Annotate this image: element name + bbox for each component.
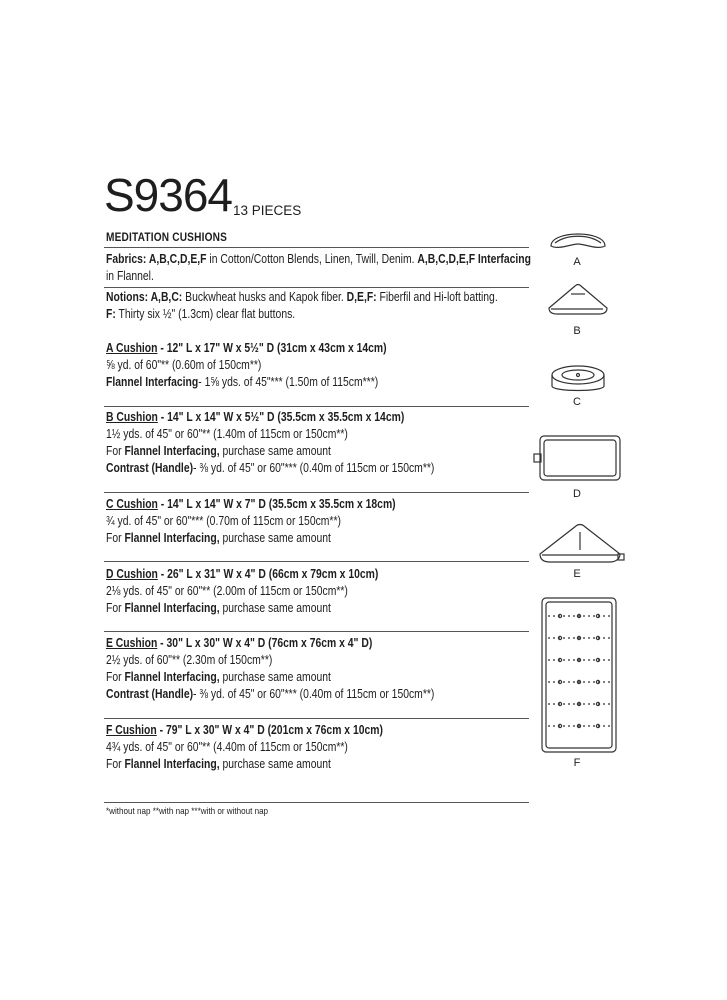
footnote: *without nap **with nap ***with or without nap [106, 806, 269, 817]
cushion-b-section [106, 409, 521, 477]
cushion-b-interfacing-label: Flannel Interfacing, [124, 444, 220, 458]
pattern-number: S9364 [104, 169, 233, 221]
cushion-a-yardage: ⅝ yd. of 60"** (0.60m of 150cm**) [106, 358, 262, 372]
cushion-e-interfacing-label: Flannel Interfacing, [124, 670, 220, 684]
fabrics-interfacing: A,B,C,D,E,F Interfacing [417, 252, 531, 266]
cushion-a-interfacing-label: Flannel Interfacing [106, 375, 199, 389]
notions-views-def: D,E,F: [346, 290, 377, 304]
cushion-c-interfacing-label: Flannel Interfacing, [124, 531, 220, 545]
cushion-a-drawing [545, 222, 611, 256]
cushion-d-interfacing: purchase same amount [219, 601, 331, 615]
cushion-d-drawing [532, 432, 624, 486]
cushion-f-interfacing-label: Flannel Interfacing, [124, 757, 220, 771]
fabrics-text: in Cotton/Cotton Blends, Linen, Twill, Denim. [206, 252, 418, 266]
piece-count: 13 PIECES [233, 203, 302, 218]
cushion-d-interfacing-label: Flannel Interfacing, [124, 601, 220, 615]
cushion-e-contrast: - ⅜ yd. of 45" or 60"*** (0.40m of 115cm or 150cm**) [193, 687, 435, 701]
divider [104, 287, 529, 288]
figure-a-label: A [573, 256, 581, 268]
cushion-e-contrast-label: Contrast (Handle) [106, 687, 194, 701]
cushion-c-dims: - 14" L x 14" W x 7" D (35.5cm x 35.5cm x 18cm) [157, 497, 396, 511]
cushion-b-yardage: 1½ yds. of 45" or 60"** (1.40m of 115cm or 150cm**) [106, 427, 348, 441]
pattern-title: MEDITATION CUSHIONS [106, 232, 228, 244]
divider [104, 631, 529, 632]
cushion-f-drawing [538, 594, 620, 756]
cushion-e-name: E Cushion [106, 636, 158, 650]
cushion-d-yardage: 2⅛ yds. of 45" or 60"** (2.00m of 115cm or 150cm**) [106, 584, 348, 598]
cushion-b-name: B Cushion [106, 410, 158, 424]
cushion-f-section [106, 722, 521, 773]
divider [104, 802, 529, 803]
figure-b-label: B [573, 325, 581, 337]
cushion-b-for: For [106, 444, 125, 458]
cushion-c-drawing [545, 362, 611, 398]
cushion-e-drawing [534, 520, 626, 568]
cushion-c-interfacing: purchase same amount [219, 531, 331, 545]
fabrics-line2: in Flannel. [106, 269, 154, 283]
cushion-c-section [106, 496, 521, 547]
cushion-f-for: For [106, 757, 125, 771]
fabrics-section [106, 251, 531, 285]
cushion-f-interfacing: purchase same amount [219, 757, 331, 771]
notions-label: Notions: [106, 290, 149, 304]
cushion-b-contrast-label: Contrast (Handle) [106, 461, 194, 475]
notions-text-def: Fiberfil and Hi-loft batting. [376, 290, 498, 304]
fabrics-label: Fabrics: [106, 252, 147, 266]
figure-d-label: D [573, 488, 581, 500]
cushion-c-yardage: ¾ yd. of 45" or 60"*** (0.70m of 115cm or 150cm**) [106, 514, 341, 528]
notions-view-f: F: [106, 307, 116, 321]
cushion-d-name: D Cushion [106, 567, 158, 581]
cushion-f-dims: - 79" L x 30" W x 4" D (201cm x 76cm x 10cm) [156, 723, 383, 737]
cushion-c-for: For [106, 531, 125, 545]
cushion-f-name: F Cushion [106, 723, 157, 737]
cushion-e-section [106, 635, 521, 703]
cushion-a-name: A Cushion [106, 341, 158, 355]
cushion-a-interfacing: - 1⅝ yds. of 45"*** (1.50m of 115cm***) [198, 375, 379, 389]
divider [104, 247, 529, 248]
figure-c-label: C [573, 396, 581, 408]
cushion-e-dims: - 30" L x 30" W x 4" D (76cm x 76cm x 4" D) [157, 636, 373, 650]
notions-section [106, 289, 521, 323]
divider [104, 561, 529, 562]
cushion-b-drawing [545, 280, 611, 320]
cushion-c-name: C Cushion [106, 497, 158, 511]
divider [104, 718, 529, 719]
divider [104, 492, 529, 493]
cushion-b-contrast: - ⅜ yd. of 45" or 60"*** (0.40m of 115cm or 150cm**) [193, 461, 435, 475]
cushion-b-interfacing: purchase same amount [219, 444, 331, 458]
notions-views-abc: A,B,C: [148, 290, 183, 304]
cushion-d-dims: - 26" L x 31" W x 4" D (66cm x 79cm x 10cm) [157, 567, 379, 581]
fabrics-views: A,B,C,D,E,F [146, 252, 207, 266]
cushion-e-for: For [106, 670, 125, 684]
figure-f-label: F [573, 757, 581, 769]
cushion-a-dims: - 12" L x 17" W x 5½" D (31cm x 43cm x 14cm) [157, 341, 387, 355]
figure-e-label: E [573, 568, 581, 580]
cushion-d-section [106, 566, 521, 617]
cushion-a-section [106, 340, 521, 391]
cushion-e-interfacing: purchase same amount [219, 670, 331, 684]
cushion-d-for: For [106, 601, 125, 615]
notions-text-f: Thirty six ½" (1.3cm) clear flat buttons. [115, 307, 296, 321]
cushion-b-dims: - 14" L x 14" W x 5½" D (35.5cm x 35.5cm x 14cm) [157, 410, 405, 424]
cushion-f-yardage: 4¾ yds. of 45" or 60"** (4.40m of 115cm or 150cm**) [106, 740, 348, 754]
notions-text-abc: Buckwheat husks and Kapok fiber. [182, 290, 347, 304]
cushion-e-yardage: 2½ yds. of 60"** (2.30m of 150cm**) [106, 653, 273, 667]
divider [104, 406, 529, 407]
